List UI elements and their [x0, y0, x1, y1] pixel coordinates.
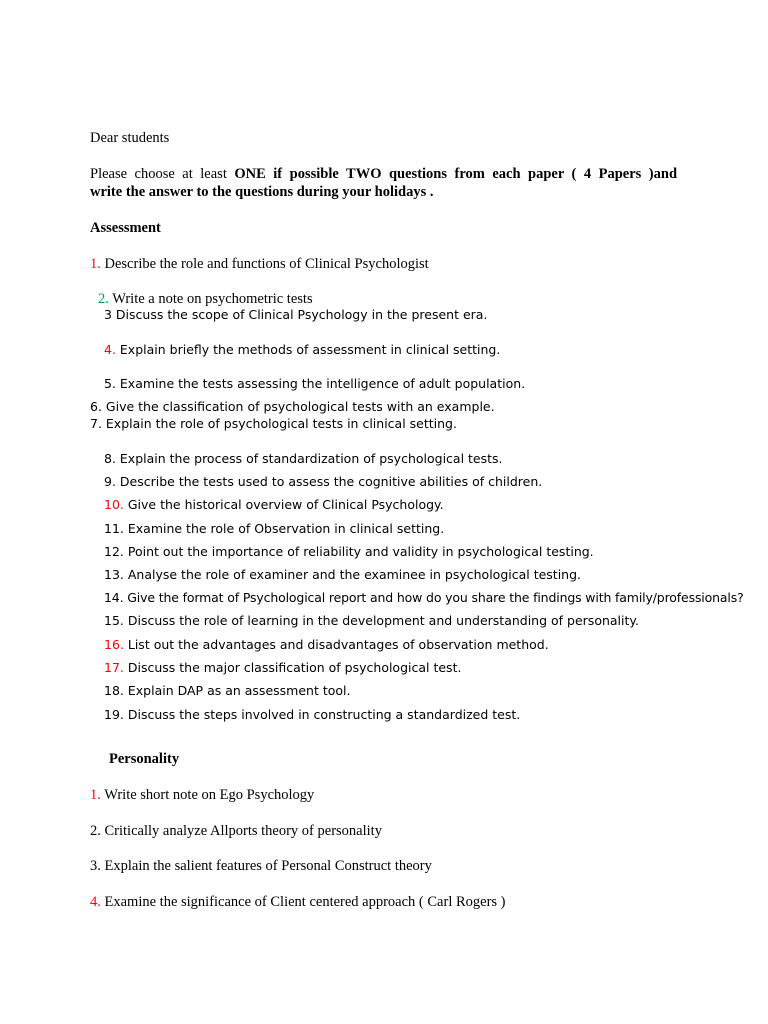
- question-text: Explain the process of standardization of psychological tests.: [115, 451, 503, 466]
- greeting: Dear students: [90, 130, 170, 146]
- question-text: Examine the tests assessing the intelligence of adult population.: [115, 376, 526, 391]
- question-text: Describe the role and functions of Clinical Psychologist: [100, 256, 429, 272]
- question-number: 7.: [90, 416, 102, 431]
- question-number: 5.: [104, 376, 116, 391]
- question-text: Explain the role of psychological tests in clinical setting.: [101, 416, 457, 431]
- question-number: 10.: [104, 497, 124, 512]
- question-number: 9.: [104, 474, 116, 489]
- assessment-question-13: [104, 566, 581, 584]
- question-text: Give the historical overview of Clinical Psychology.: [123, 497, 444, 512]
- assessment-question-1: [90, 255, 429, 273]
- question-number: 17.: [104, 660, 124, 675]
- assessment-question-15: [104, 612, 639, 630]
- assessment-question-5: [104, 375, 525, 393]
- question-text: Write a note on psychometric tests: [108, 291, 313, 307]
- intro-line-2: write the answer to the questions during your holidays .: [90, 184, 434, 200]
- question-number: 1.: [90, 256, 101, 272]
- question-number: 15.: [104, 613, 124, 628]
- personality-question-3: [90, 857, 432, 875]
- question-number: 2.: [90, 823, 101, 839]
- question-text: Examine the significance of Client centered approach ( Carl Rogers ): [100, 894, 506, 910]
- assessment-question-17: [104, 659, 461, 677]
- question-text: Discuss the major classification of psychological test.: [123, 660, 462, 675]
- question-text: Analyse the role of examiner and the examinee in psychological testing.: [123, 567, 582, 582]
- question-text: Discuss the steps involved in constructing a standardized test.: [123, 707, 521, 722]
- question-text: Explain DAP as an assessment tool.: [123, 683, 351, 698]
- question-number: 19.: [104, 707, 124, 722]
- question-text: Discuss the scope of Clinical Psychology in the present era.: [111, 307, 488, 322]
- assessment-question-10: [104, 496, 444, 514]
- question-text: Discuss the role of learning in the development and understanding of personality.: [123, 613, 639, 628]
- assessment-question-11: [104, 520, 444, 538]
- question-number: 12.: [104, 544, 124, 559]
- personality-question-4: [90, 893, 506, 911]
- question-text: Describe the tests used to assess the cognitive abilities of children.: [115, 474, 543, 489]
- assessment-question-6: [90, 398, 495, 416]
- question-text: Critically analyze Allports theory of personality: [100, 823, 382, 839]
- question-number: 8.: [104, 451, 116, 466]
- assessment-question-16: [104, 636, 549, 654]
- assessment-question-4: [104, 341, 500, 359]
- question-number: 18.: [104, 683, 124, 698]
- question-text: Write short note on Ego Psychology: [100, 787, 315, 803]
- personality-heading: Personality: [109, 751, 180, 767]
- question-text: Explain the salient features of Personal Construct theory: [100, 858, 432, 874]
- question-number: 2.: [98, 291, 109, 307]
- question-text: Explain briefly the methods of assessment in clinical setting.: [115, 342, 501, 357]
- question-number: 4.: [104, 342, 116, 357]
- question-text: Give the classification of psychological tests with an example.: [101, 399, 495, 414]
- intro-line-1: [90, 165, 677, 183]
- assessment-question-19: [104, 706, 520, 724]
- question-number: 16.: [104, 637, 124, 652]
- assessment-question-18: [104, 682, 350, 700]
- assessment-question-12: [104, 543, 594, 561]
- assessment-question-9: [104, 473, 542, 491]
- assessment-question-14: [104, 589, 744, 607]
- personality-question-1: [90, 786, 314, 804]
- assessment-question-3: [104, 306, 487, 324]
- question-text: List out the advantages and disadvantages of observation method.: [123, 637, 549, 652]
- assessment-question-7: [90, 415, 457, 433]
- question-number: 11.: [104, 521, 124, 536]
- question-text: Point out the importance of reliability and validity in psychological testing.: [123, 544, 594, 559]
- question-number: 4.: [90, 894, 101, 910]
- question-text: Examine the role of Observation in clinical setting.: [123, 521, 445, 536]
- question-number: 3.: [90, 858, 101, 874]
- question-number: 6.: [90, 399, 102, 414]
- intro-bold: ONE if possible TWO questions from each paper ( 4 Papers )and: [234, 166, 678, 182]
- assessment-question-8: [104, 450, 503, 468]
- question-number: 14.: [104, 590, 124, 605]
- question-number: 3: [104, 307, 112, 322]
- question-number: 1.: [90, 787, 101, 803]
- intro-text: Please choose at least: [90, 166, 235, 182]
- question-number: 13.: [104, 567, 124, 582]
- personality-question-2: [90, 822, 382, 840]
- question-text: Give the format of Psychological report and how do you share the findings with family/professionals?: [123, 590, 744, 605]
- assessment-heading: Assessment: [90, 220, 161, 236]
- intro-paragraph: [90, 165, 677, 201]
